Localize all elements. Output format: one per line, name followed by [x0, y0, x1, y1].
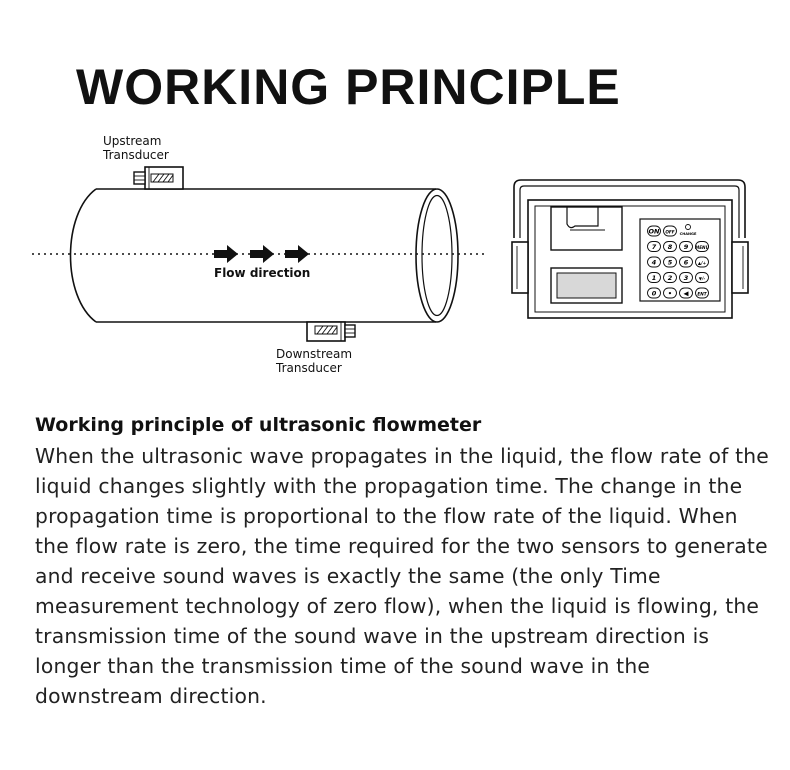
downstream-transducer [307, 322, 355, 341]
flowmeter-device [512, 180, 748, 318]
keypad-key-change: CHANGE [679, 232, 697, 236]
upstream-label-line1: Upstream [103, 134, 162, 148]
keypad-key-label: ON [648, 227, 660, 236]
flow-arrow-3 [285, 245, 309, 263]
keypad-key-label: 5 [667, 258, 673, 267]
flow-arrow-1 [214, 245, 238, 263]
keypad-key-label: 8 [667, 242, 673, 251]
flow-direction-label: Flow direction [214, 266, 311, 280]
keypad-key-label: 9 [683, 242, 689, 251]
keypad-key-label: 0 [651, 289, 657, 298]
downstream-label-line2: Transducer [276, 361, 342, 375]
section-heading: Working principle of ultrasonic flowmeter [35, 414, 482, 436]
keypad-key-label: MENU [695, 244, 709, 250]
keypad-key-label: 6 [683, 258, 689, 267]
keypad-key-label: ▲/+ [697, 260, 707, 266]
flow-arrow-2 [250, 245, 274, 263]
upstream-label-line2: Transducer [103, 148, 169, 162]
keypad-key-label: 7 [651, 242, 657, 251]
keypad-key-label: 1 [651, 273, 657, 282]
keypad-key-label: ◀ [683, 289, 689, 298]
keypad-key-label: OFF [665, 229, 675, 235]
body-paragraph: When the ultrasonic wave propagates in the liquid, the flow rate of the liquid changes slightly with the propagation time. The change in the propagation time is proportional to the flow rate of the liquid. When the flow rate is zero, the time required for the two sensors to generate and receive sound waves is exactly the same (the only Time measurement technology of zero flow), when the liquid is flowing, the transmission time of the sound wave in the upstream direction is longer than the transmission time of the sound wave in the downstream direction. [35, 444, 769, 708]
keypad-key-label: • [667, 289, 673, 298]
keypad-key-label: ENT [697, 291, 707, 297]
upstream-transducer [134, 167, 183, 189]
keypad-indicator-icon [686, 225, 691, 230]
page-title: WORKING PRINCIPLE [76, 59, 621, 115]
keypad-key-label: 4 [651, 258, 657, 267]
keypad-key-label: ▼/- [698, 275, 706, 281]
flow-arrows [214, 245, 309, 263]
keypad-key-label: 3 [683, 273, 689, 282]
keypad-key-label: 2 [667, 273, 673, 282]
downstream-label-line1: Downstream [276, 347, 353, 361]
